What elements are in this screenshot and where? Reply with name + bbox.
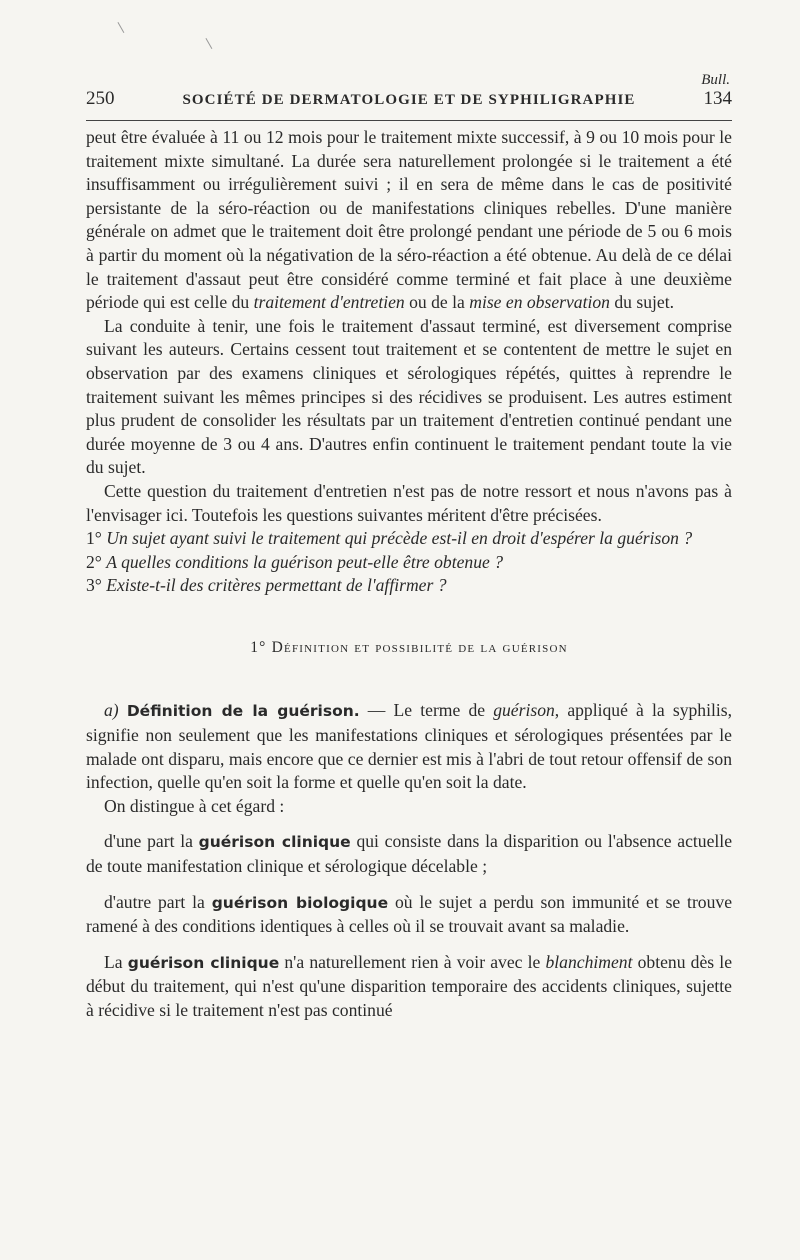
emphasis: traitement d'entretien (253, 292, 405, 313)
question-2 (86, 551, 732, 575)
section-title: Définition et possibilité de la guérison (271, 638, 568, 656)
bull-annotation: Bull. (701, 72, 730, 88)
question-number: 3° (86, 575, 102, 596)
paragraph-1 (86, 126, 732, 315)
header-rule (86, 120, 732, 121)
text-span: d'une part la (104, 831, 199, 852)
spacer (86, 879, 732, 891)
page-number-right: 134 (703, 88, 732, 109)
question-number: 2° (86, 551, 102, 572)
section-number: 1° (250, 638, 267, 656)
scan-mark (205, 35, 217, 49)
final-paragraph (86, 951, 732, 1023)
bold-term: Définition de la guérison. (126, 702, 360, 721)
bold-term: guérison clinique (127, 953, 280, 972)
question-number: 1° (86, 528, 102, 549)
paragraph-3: Cette question du traitement d'entretien n'est pas de notre ressort et nous n'avons pas à l'envisager ici. Toutefois les questions suivantes méritent d'être précisées. (86, 480, 732, 525)
text-span: n'a naturellement rien à voir avec le (279, 951, 546, 972)
text-span: d'autre part la (104, 891, 212, 912)
section-heading (86, 636, 732, 660)
biological-paragraph (86, 891, 732, 939)
definition-paragraph (86, 699, 732, 794)
running-title: SOCIÉTÉ DE DERMATOLOGIE ET DE SYPHILIGRAPHIE (182, 92, 636, 108)
emphasis: guérison (493, 700, 555, 721)
text-span: où le sujet a perdu son immunité et se trouve ramené à des conditions identiques à celles où il se trouvait avant sa maladie. (86, 891, 732, 937)
scan-mark (117, 19, 129, 33)
bold-term: guérison clinique (198, 833, 351, 852)
question-1 (86, 527, 732, 551)
text-span: peut être évaluée à 11 ou 12 mois pour le traitement mixte successif, à 9 ou 10 mois pour le traitement mixte simultané. La durée sera naturellement prolongée si le traitement a été insuffisamment ou irrégulièrement suivi ; il en sera de même dans le cas de positivité persistante de la séro-réaction ou de manifestations cliniques rebelles. D'une manière générale on admet que le traitement doit être prolongé pendant une période de 5 ou 6 mois à partir du moment où la négativation de la séro-réaction a été obtenue. Au delà de ce délai le traitement d'assaut peut être considéré comme terminé et fait place à une deuxième période qui est celle du (86, 127, 732, 313)
question-text: Existe-t-il des critères permettant de l'affirmer ? (106, 575, 447, 596)
item-label: a) (104, 700, 119, 721)
page-number-left: 250 (86, 88, 115, 109)
text-span: La (104, 951, 128, 972)
text-span: qui consiste dans la disparition ou l'absence actuelle de toute manifestation clinique et sérologique décelable ; (86, 831, 732, 877)
clinical-paragraph (86, 830, 732, 878)
question-3 (86, 574, 732, 598)
running-header (86, 88, 732, 112)
bold-term: guérison biologique (211, 893, 389, 912)
text-span: ou de la (404, 292, 470, 313)
paragraph-2: La conduite à tenir, une fois le traitement d'assaut terminé, est diversement comprise suivant les auteurs. Certains cessent tout traitement et se contentent de mettre le sujet en observation par des examens cliniques et sérologiques répétés, quittes à reprendre le traitement suivant les mêmes principes si des récidives se produisent. Les autres estiment plus prudent de consolider les résultats par un traitement d'entretien continué pendant une durée moyenne de 3 ou 4 ans. D'autres enfin continuent le traitement pendant toute la vie du sujet. (86, 315, 732, 478)
text-span: — Le terme de (359, 700, 494, 721)
text-span: du sujet. (609, 292, 674, 313)
text-span: obtenu dès le début du traitement, qui n'est qu'une disparition temporaire des accidents cliniques, sujette à récidive si le traitement n'est pas continué (86, 951, 733, 1020)
spacer (86, 939, 732, 951)
body-text (86, 126, 732, 1023)
question-text: A quelles conditions la guérison peut-elle être obtenue ? (106, 551, 504, 572)
distinction-line: On distingue à cet égard : (104, 795, 285, 816)
text-span: , appliqué à la syphilis, signifie non seulement que les manifestations cliniques et sérologiques présentées par le malade ont disparu, mais encore que ce dernier est mis à l'abri de tout retour offensif de son infection, quelle qu'en soit la forme et quelle qu'en soit la date. (86, 700, 732, 793)
emphasis: blanchiment (545, 951, 633, 972)
question-text: Un sujet ayant suivi le traitement qui précède est-il en droit d'espérer la guérison ? (106, 528, 693, 549)
spacer (86, 818, 732, 830)
emphasis: mise en observation (469, 292, 610, 313)
